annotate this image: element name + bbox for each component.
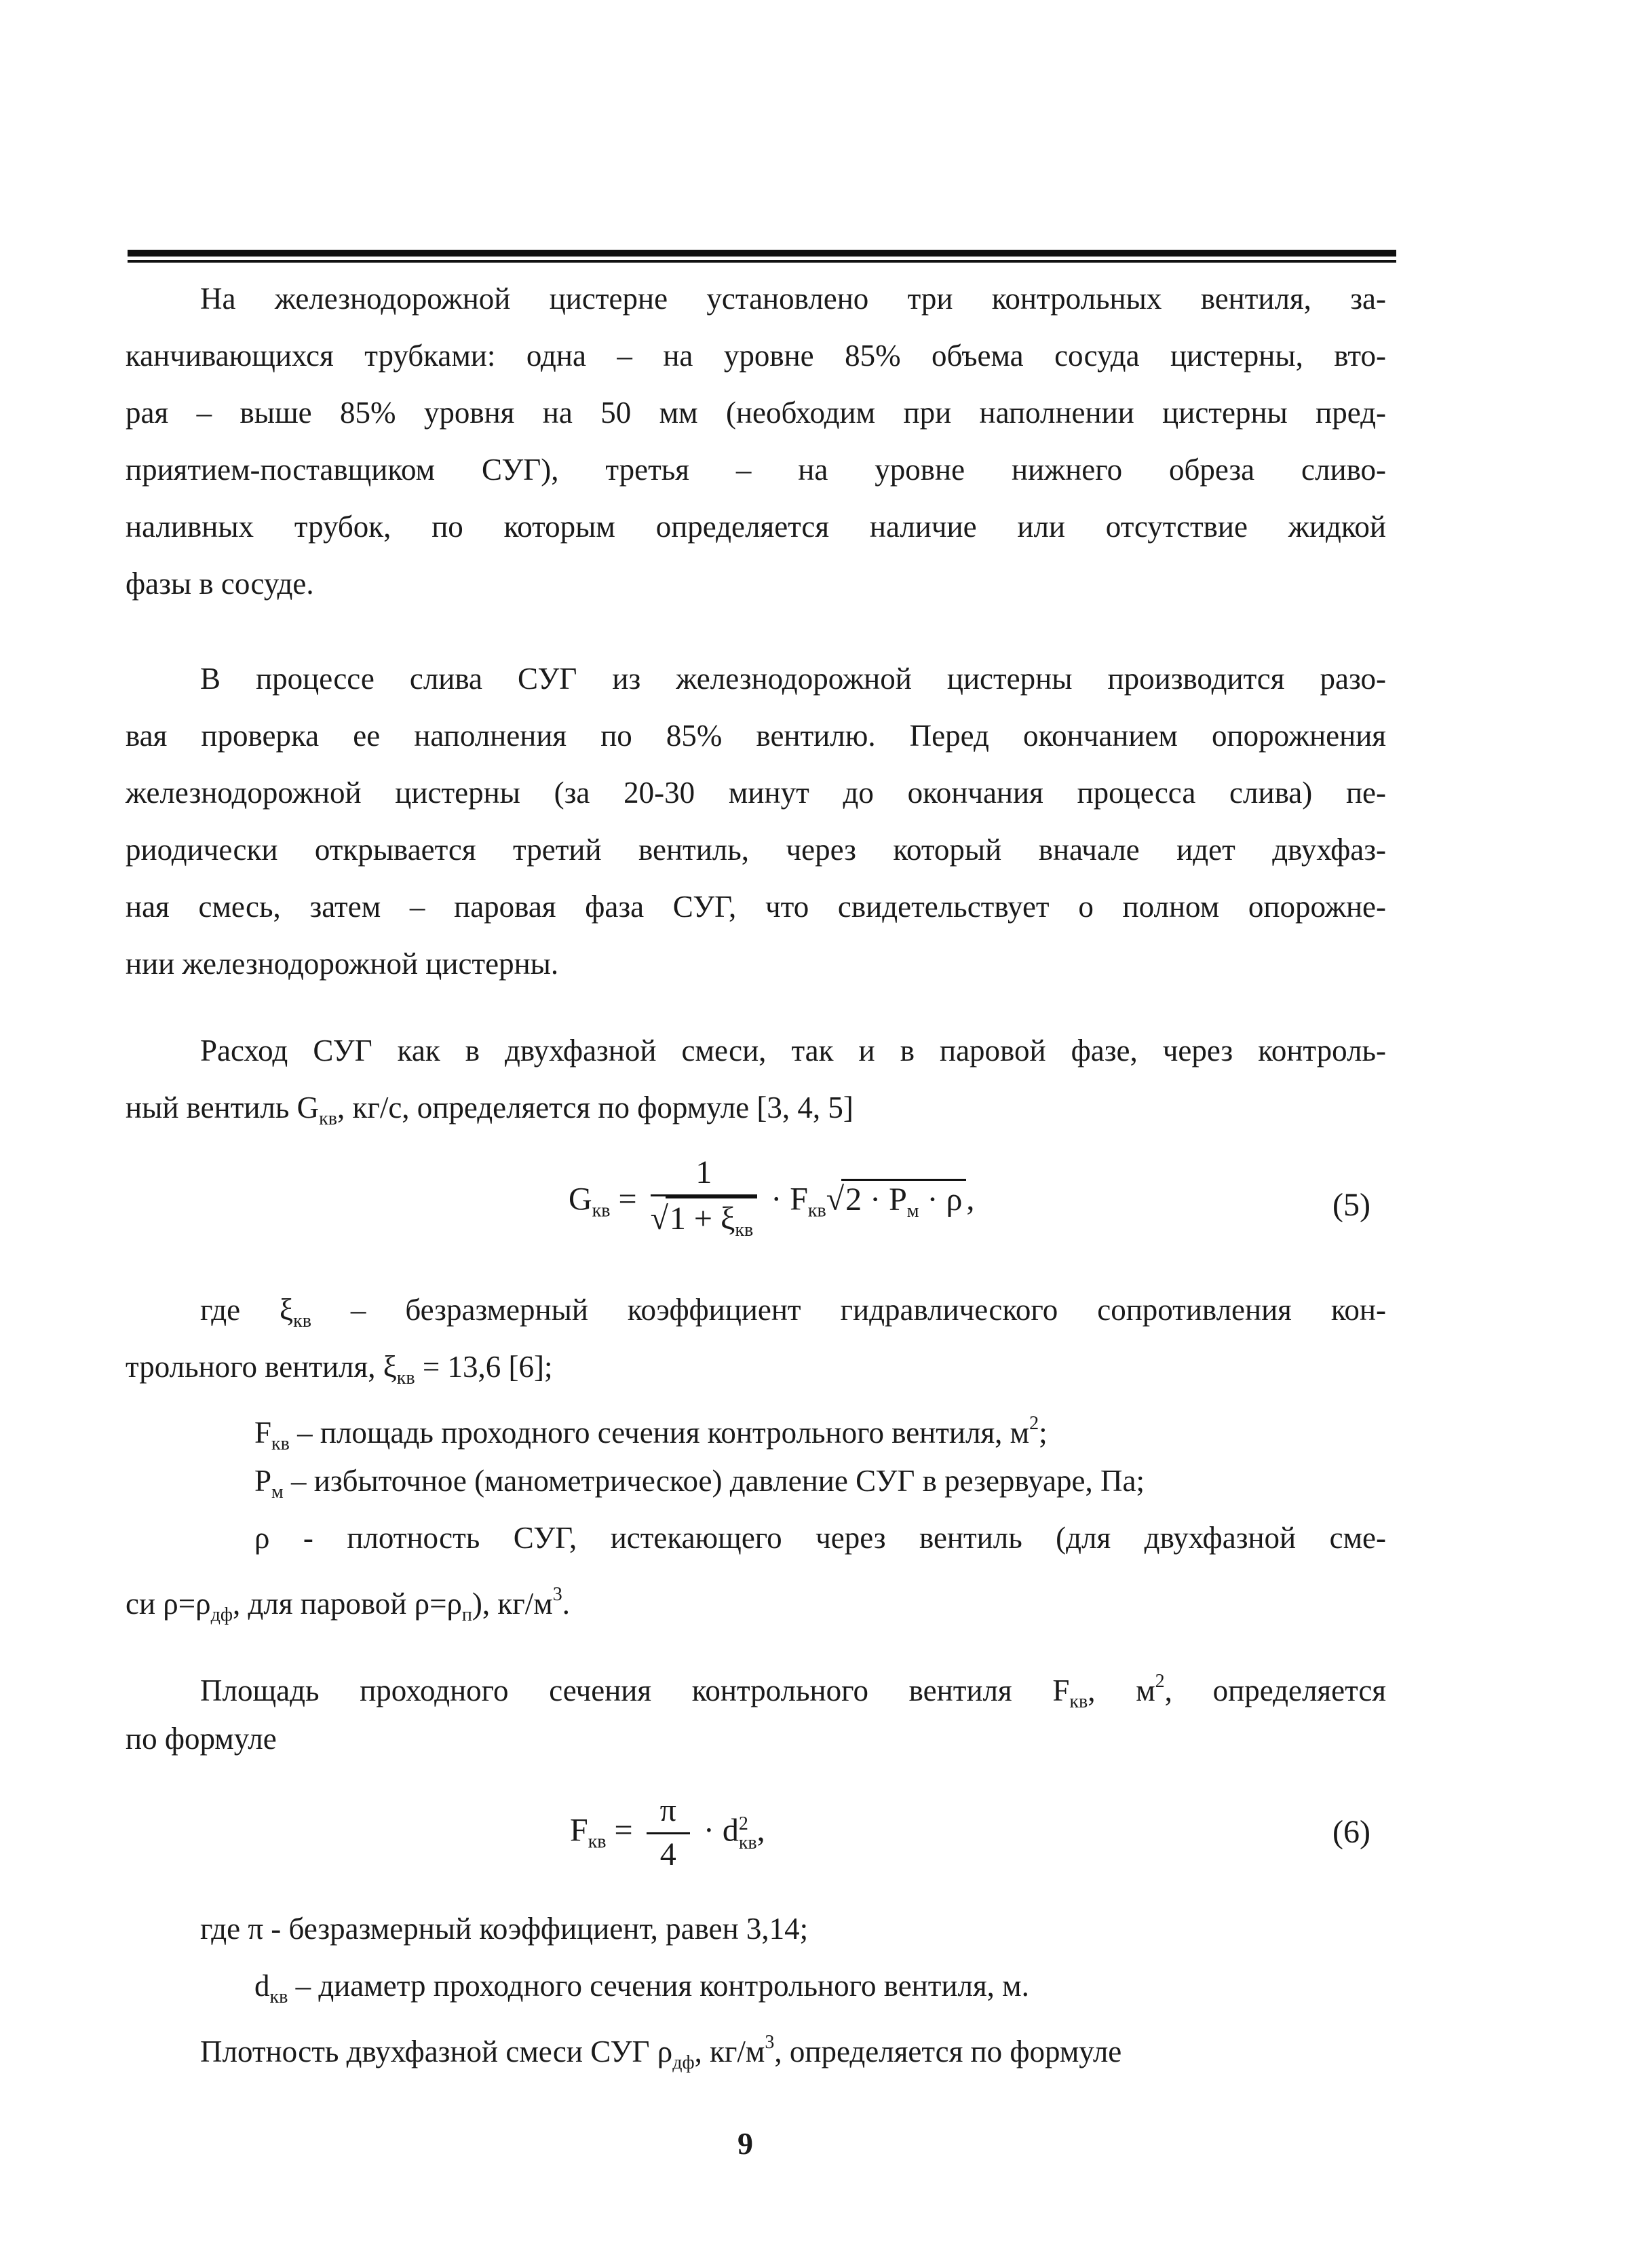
text-line: си $\rho=\rho_{дф}$, для паровой $\rho=\rho_п$), $кг/м^3$. [126, 1584, 570, 1625]
paragraph-6 [126, 1900, 1386, 2071]
text-line: канчивающихся трубками: одна – на уровне 85% объема сосуда цистерны, вто- [126, 339, 1386, 373]
text-line: нии железнодорожной цистерны. [126, 947, 559, 981]
text-line: вая проверка ее наполнения по 85% вентилю. Перед окончанием опорожнения [126, 719, 1386, 753]
text-line: железнодорожной цистерны (за 20-30 минут до окончания процесса слива) пе- [126, 776, 1386, 810]
header-rule-thick [128, 250, 1396, 257]
text-line: трольного вентиля, $\xi_{кв} = 13,6$ [6]; [126, 1350, 553, 1388]
paragraph-2 [126, 650, 1386, 992]
text-line: $F_{кв}$ – площадь проходного сечения контрольного вентиля, $м^2$; [254, 1413, 1048, 1454]
paragraph-4 [126, 1281, 1386, 1623]
text-line: ная смесь, затем – паровая фаза СУГ, что свидетельствует о полном опорожне- [126, 890, 1386, 924]
text-line: Расход СУГ как в двухфазной смеси, так и в паровой фазе, через контроль- [200, 1034, 1386, 1067]
fraction: $\frac{\pi}{4}$ [647, 1792, 690, 1875]
text-line: Плотность двухфазной смеси СУГ $\rho_{дф}$, $кг/м^3$, определяется по формуле [200, 2032, 1122, 2073]
text-line: На железнодорожной цистерне установлено три контрольных вентиля, за- [200, 282, 1386, 316]
formula-6: $F_{кв}$ = $\frac{\pi}{4}$ · d 2 кв , [570, 1792, 765, 1875]
fraction: $\frac{1}{√1 + \xi_{кв}}$ [651, 1154, 758, 1251]
formula-5: $G_{кв}$ = $\frac{1}{√1 + \xi_{кв}}$ · $F_{кв}√2 \cdot P_м \cdot \rho$ , [569, 1154, 974, 1251]
text-line: наливных трубок, по которым определяется наличие или отсутствие жидкой [126, 510, 1386, 544]
text-line: приятием-поставщиком СУГ), третья – на уровне нижнего обреза сливо- [126, 453, 1386, 487]
text-line: где $\xi_{кв}$ – безразмерный коэффициент гидравлического сопротивления кон- [200, 1293, 1386, 1331]
text-line: риодически открывается третий вентиль, через который вначале идет двухфаз- [126, 833, 1386, 867]
text-line: рая – выше 85% уровня на 50 мм (необходим при наполнении цистерны пред- [126, 396, 1386, 430]
formula-6-number: (6) [1332, 1814, 1370, 1850]
text-line: $d_{кв}$ – диаметр проходного сечения контрольного вентиля, м. [254, 1969, 1029, 2007]
text-line: Площадь проходного сечения контрольного вентиля $F_{кв}$, $м^2$, определяется [200, 1671, 1386, 1712]
text-line: В процессе слива СУГ из железнодорожной цистерны производится разо- [200, 662, 1386, 696]
paragraph-3 [126, 1022, 1386, 1136]
text-line: фазы в сосуде. [126, 567, 314, 601]
text-line: ρ - плотность СУГ, истекающего через вентиль (для двухфазной сме- [254, 1521, 1386, 1555]
paragraph-1 [126, 270, 1386, 612]
text-line: где π - безразмерный коэффициент, равен 3,14; [200, 1912, 809, 1946]
page-number: 9 [737, 2126, 753, 2161]
text-line: ный вентиль $G_{кв}$, кг/с, определяется по формуле [3, 4, 5] [126, 1091, 853, 1129]
paragraph-5 [126, 1653, 1386, 1767]
text-line: $P_м$ – избыточное (манометрическое) давление СУГ в резервуаре, Па; [254, 1464, 1145, 1502]
header-rule-thin [128, 260, 1396, 263]
formula-5-number: (5) [1332, 1187, 1370, 1223]
text-line: по формуле [126, 1722, 277, 1756]
